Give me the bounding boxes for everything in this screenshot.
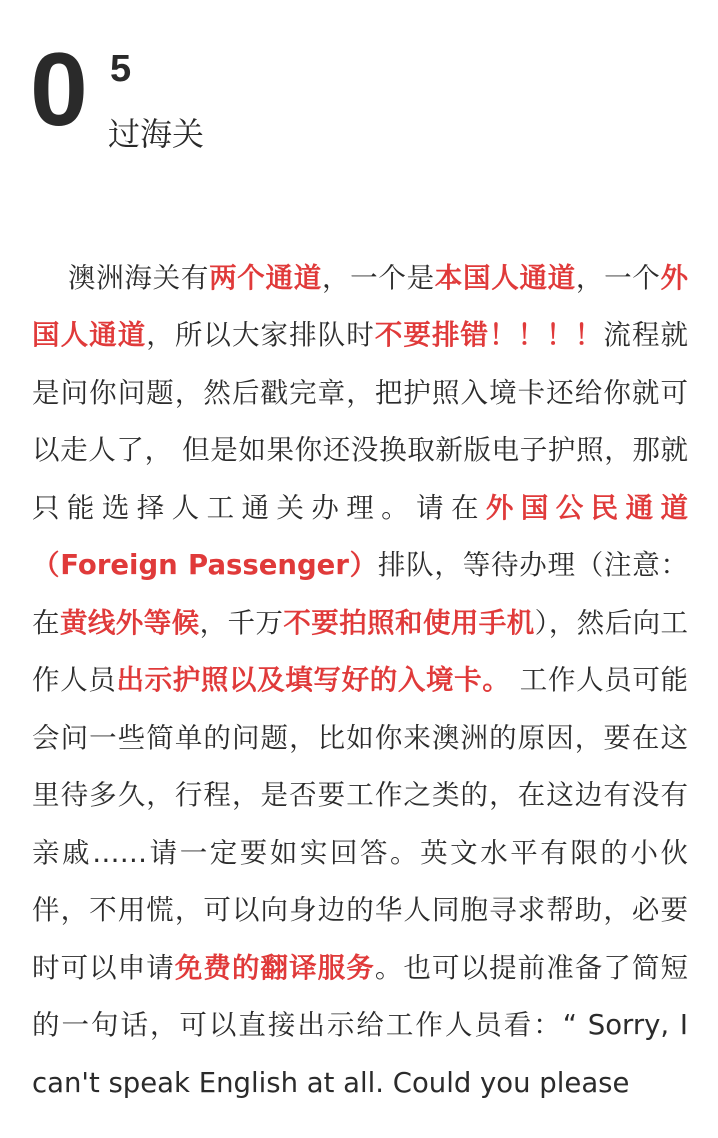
highlight-text: 外国人通道 <box>32 261 689 351</box>
highlight-text: 本国人通道 <box>434 261 576 294</box>
section-number: 0 <box>30 32 86 148</box>
highlight-text: 不要排错！！！！ <box>374 319 604 351</box>
text-run: ，千万 <box>199 606 284 639</box>
text-run: ，一个是 <box>321 261 435 294</box>
highlight-text: 外国公民通道（Foreign Passenger） <box>32 491 689 581</box>
highlight-text: 出示护照以及填写好的入境卡。 <box>116 664 511 696</box>
highlight-text: 黄线外等候 <box>59 606 200 639</box>
highlight-text: 不要拍照和使用手机 <box>283 606 535 639</box>
text-run: 流程就是问你问题，然后戳完章，把护照入境卡还给你就可以走人了， 但是如果你还没换取新版电子护照，那就只能选择人工通关办理。请在 <box>32 319 689 524</box>
text-run: ），然后向工作人员 <box>32 606 689 696</box>
section-superscript: 5 <box>110 48 132 90</box>
highlight-text: 两个通道 <box>209 261 322 294</box>
section-title: 过海关 <box>108 115 205 153</box>
text-run: 工作人员可能会问一些简单的问题，比如你来澳洲的原因，要在这里待多久，行程，是否要工作之类的，在这边有没有亲戚……请一定要如实回答。英文水平有限的小伙伴，不用慌，可以向身边的华人同胞寻求帮助，必要时可以申请 <box>32 664 689 984</box>
text-run: ，一个 <box>575 261 661 294</box>
text-run: 排队，等待办理（注意：在 <box>32 549 688 639</box>
text-run: 澳洲海关有 <box>68 261 210 294</box>
text-run: 。也可以提前准备了简短的一句话，可以直接出示给工作人员看：“ Sorry, I can't speak English at all. Could you please <box>32 951 689 1099</box>
body-paragraph <box>32 250 688 1113</box>
section-heading <box>30 32 330 158</box>
highlight-text: 免费的翻译服务 <box>174 951 375 984</box>
text-run: ，所以大家排队时 <box>146 319 375 351</box>
